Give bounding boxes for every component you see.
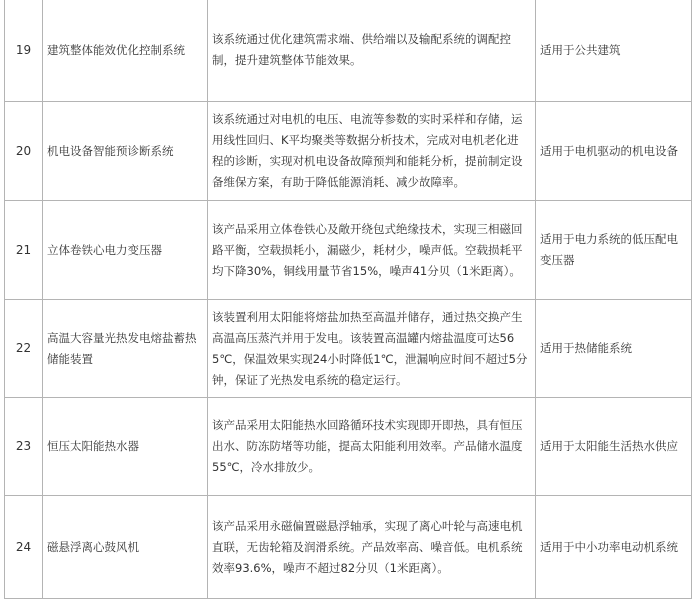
row-number: 23 bbox=[15, 439, 32, 453]
description-cell bbox=[208, 398, 536, 496]
table-row bbox=[5, 496, 692, 599]
scope-cell bbox=[536, 0, 692, 102]
description: 该产品采用立体卷铁心及敞开绕包式绝缘技术，实现三相磁回路平衡，空载损耗小，漏磁少，耗材少，噪声低。空载损耗平均下降30%，铜线用量节省15%，噪声41分贝（1米距离）。 bbox=[212, 221, 523, 278]
row-number-cell bbox=[5, 300, 43, 398]
scope-cell bbox=[536, 496, 692, 599]
scope-cell bbox=[536, 300, 692, 398]
table-row bbox=[5, 201, 692, 300]
product-name-cell bbox=[43, 496, 208, 599]
row-number: 24 bbox=[15, 539, 32, 554]
table-row bbox=[5, 300, 692, 398]
product-name-cell bbox=[43, 102, 208, 201]
product-name: 恒压太阳能热水器 bbox=[47, 439, 139, 453]
scope-cell bbox=[536, 398, 692, 496]
description: 该产品采用太阳能热水回路循环技术实现即开即热，具有恒压出水、防冻防堵等功能，提高太阳能利用效率。产品储水温度55℃，冷水排放少。 bbox=[212, 418, 523, 474]
table-row bbox=[5, 398, 692, 496]
description: 该产品采用永磁偏置磁悬浮轴承，实现了离心叶轮与高速电机直联，无齿轮箱及润滑系统。产品效率高、噪音低。电机系统效率93.6%，噪声不超过82分贝（1米距离）。 bbox=[212, 518, 523, 575]
row-number: 21 bbox=[15, 242, 32, 257]
description-cell bbox=[208, 300, 536, 398]
row-number-cell bbox=[5, 398, 43, 496]
scope: 适用于热储能系统 bbox=[540, 341, 632, 355]
row-number: 22 bbox=[15, 341, 32, 355]
equipment-table bbox=[4, 0, 692, 599]
description-cell bbox=[208, 102, 536, 201]
product-name-cell bbox=[43, 0, 208, 102]
product-name: 机电设备智能预诊断系统 bbox=[47, 143, 174, 158]
scope-cell bbox=[536, 201, 692, 300]
row-number-cell bbox=[5, 102, 43, 201]
scope: 适用于公共建筑 bbox=[540, 42, 621, 57]
description: 该系统通过对电机的电压、电流等参数的实时采样和存储，运用线性回归、K平均聚类等数据分析技术，完成对电机老化进程的诊断，实现对机电设备故障预判和能耗分析，提前制定设备维保方案，有助于降低能源消耗、减少故障率。 bbox=[212, 112, 523, 189]
row-number-cell bbox=[5, 0, 43, 102]
product-name: 磁悬浮离心鼓风机 bbox=[47, 539, 139, 554]
description-cell bbox=[208, 201, 536, 300]
table-row bbox=[5, 102, 692, 201]
product-name-cell bbox=[43, 300, 208, 398]
row-number: 19 bbox=[15, 42, 32, 57]
scope: 适用于中小功率电动机系统 bbox=[540, 539, 678, 554]
scope: 适用于电机驱动的机电设备 bbox=[540, 143, 678, 158]
product-name-cell bbox=[43, 398, 208, 496]
description-cell bbox=[208, 0, 536, 102]
product-name: 立体卷铁心电力变压器 bbox=[47, 242, 162, 257]
description: 该装置利用太阳能将熔盐加热至高温并储存，通过热交换产生高温高压蒸汽并用于发电。该装置高温罐内熔盐温度可达565℃，保温效果实现24小时降低1℃，泄漏响应时间不超过5分钟，保证了光热发电系统的稳定运行。 bbox=[212, 309, 528, 387]
row-number-cell bbox=[5, 496, 43, 599]
product-name-cell bbox=[43, 201, 208, 300]
scope: 适用于电力系统的低压配电变压器 bbox=[540, 232, 678, 267]
description: 该系统通过优化建筑需求端、供给端以及输配系统的调配控制，提升建筑整体节能效果。 bbox=[212, 32, 511, 67]
scope: 适用于太阳能生活热水供应 bbox=[540, 439, 678, 453]
row-number-cell bbox=[5, 201, 43, 300]
product-name: 建筑整体能效优化控制系统 bbox=[47, 42, 185, 57]
table-row bbox=[5, 0, 692, 102]
description-cell bbox=[208, 496, 536, 599]
product-name: 高温大容量光热发电熔盐蓄热储能装置 bbox=[47, 330, 197, 366]
row-number: 20 bbox=[15, 143, 32, 158]
scope-cell bbox=[536, 102, 692, 201]
